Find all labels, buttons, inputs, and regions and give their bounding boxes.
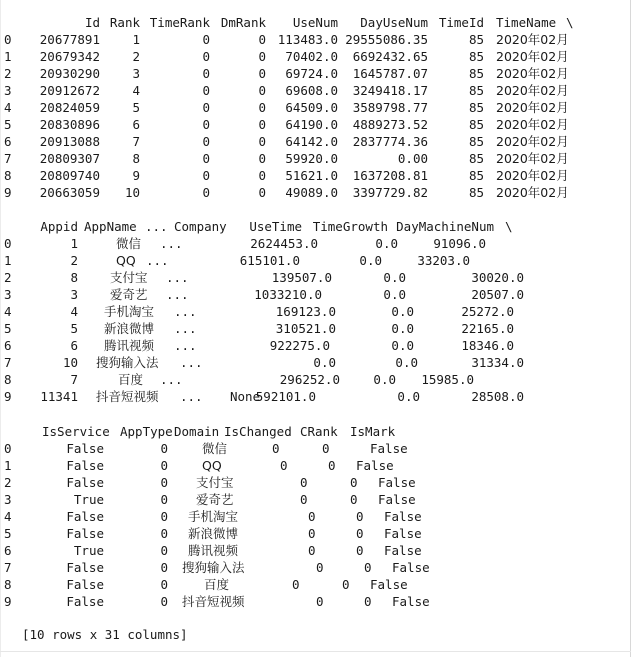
use-num-cell: 64190.0 xyxy=(285,117,338,132)
appid-cell: 5 xyxy=(70,321,78,336)
c-rank-cell: 0 xyxy=(356,543,364,558)
row-index: 7 xyxy=(4,151,12,166)
c-rank-cell: 0 xyxy=(342,577,350,592)
row-index: 6 xyxy=(4,543,12,558)
ellipsis-cell: ... xyxy=(174,304,197,319)
time-growth-cell: 0.0 xyxy=(397,389,420,404)
c-rank-cell: 0 xyxy=(328,458,336,473)
time-rank-cell: 0 xyxy=(202,134,210,149)
row-index: 2 xyxy=(4,270,12,285)
time-growth-cell: 0.0 xyxy=(383,287,406,302)
time-name-cell: 2020年02月 xyxy=(496,134,569,149)
row-index: 8 xyxy=(4,372,12,387)
appid-cell: 7 xyxy=(70,372,78,387)
time-rank-cell: 0 xyxy=(202,49,210,64)
is-service-cell: False xyxy=(66,475,104,490)
id-cell: 20677891 xyxy=(39,32,100,47)
table1-col-header: \ xyxy=(566,15,574,30)
c-rank-cell: 0 xyxy=(356,526,364,541)
rank-cell: 10 xyxy=(124,185,140,200)
time-id-cell: 85 xyxy=(468,134,484,149)
row-index: 0 xyxy=(4,441,12,456)
time-id-cell: 85 xyxy=(468,185,484,200)
rank-cell: 1 xyxy=(132,32,140,47)
day-machine-num-cell: 20507.0 xyxy=(471,287,524,302)
time-name-cell: 2020年02月 xyxy=(496,117,569,132)
day-machine-num-cell: 18346.0 xyxy=(461,338,514,353)
c-rank-cell: 0 xyxy=(356,509,364,524)
day-use-num-cell: 29555086.35 xyxy=(345,32,428,47)
rank-cell: 9 xyxy=(132,168,140,183)
row-index: 3 xyxy=(4,492,12,507)
time-rank-cell: 0 xyxy=(202,83,210,98)
ellipsis-cell: ... xyxy=(174,338,197,353)
appid-cell: 6 xyxy=(70,338,78,353)
app-name-cell: QQ xyxy=(116,253,136,268)
dm-rank-cell: 0 xyxy=(258,32,266,47)
is-changed-cell: 0 xyxy=(316,560,324,575)
c-rank-cell: 0 xyxy=(350,475,358,490)
app-name-cell: 微信 xyxy=(116,236,142,251)
appid-cell: 3 xyxy=(70,287,78,302)
time-rank-cell: 0 xyxy=(202,185,210,200)
use-num-cell: 64509.0 xyxy=(285,100,338,115)
row-index: 6 xyxy=(4,134,12,149)
app-name-cell: 手机淘宝 xyxy=(104,304,155,319)
table3-col-header: IsMark xyxy=(350,424,396,439)
rank-cell: 6 xyxy=(132,117,140,132)
is-service-cell: False xyxy=(66,560,104,575)
row-index: 5 xyxy=(4,117,12,132)
appid-cell: 4 xyxy=(70,304,78,319)
appid-cell: 2 xyxy=(70,253,78,268)
use-num-cell: 59920.0 xyxy=(285,151,338,166)
appid-cell: 11341 xyxy=(40,389,78,404)
row-index: 4 xyxy=(4,100,12,115)
table1-col-header: Id xyxy=(84,15,100,30)
domain-cell: 搜狗输入法 xyxy=(182,560,245,575)
domain-cell: 抖音短视频 xyxy=(182,594,245,609)
is-mark-cell: False xyxy=(378,475,416,490)
row-index: 1 xyxy=(4,253,12,268)
row-index: 4 xyxy=(4,304,12,319)
time-name-cell: 2020年02月 xyxy=(496,168,569,183)
dm-rank-cell: 0 xyxy=(258,117,266,132)
row-index: 3 xyxy=(4,83,12,98)
row-index: 8 xyxy=(4,168,12,183)
day-use-num-cell: 2837774.36 xyxy=(352,134,428,149)
dm-rank-cell: 0 xyxy=(258,151,266,166)
domain-cell: 腾讯视频 xyxy=(188,543,239,558)
time-rank-cell: 0 xyxy=(202,117,210,132)
is-service-cell: False xyxy=(66,526,104,541)
table1-col-header: DmRank xyxy=(220,15,266,30)
table1-col-header: DayUseNum xyxy=(360,15,428,30)
app-type-cell: 0 xyxy=(160,492,168,507)
use-time-cell: 296252.0 xyxy=(279,372,340,387)
day-use-num-cell: 1645787.07 xyxy=(352,66,428,81)
day-use-num-cell: 1637208.81 xyxy=(352,168,428,183)
is-changed-cell: 0 xyxy=(292,577,300,592)
table1-col-header: Rank xyxy=(109,15,140,30)
table2-col-header: \ xyxy=(505,219,513,234)
table2-col-header: TimeGrowth xyxy=(312,219,388,234)
time-growth-cell: 0.0 xyxy=(391,321,414,336)
is-service-cell: False xyxy=(66,594,104,609)
id-cell: 20809307 xyxy=(39,151,100,166)
day-use-num-cell: 6692432.65 xyxy=(352,49,428,64)
use-num-cell: 70402.0 xyxy=(285,49,338,64)
is-changed-cell: 0 xyxy=(280,458,288,473)
id-cell: 20913088 xyxy=(39,134,100,149)
id-cell: 20679342 xyxy=(39,49,100,64)
is-service-cell: False xyxy=(66,577,104,592)
use-num-cell: 51621.0 xyxy=(285,168,338,183)
is-changed-cell: 0 xyxy=(300,475,308,490)
c-rank-cell: 0 xyxy=(322,441,330,456)
domain-cell: 百度 xyxy=(204,577,230,592)
id-cell: 20912672 xyxy=(39,83,100,98)
day-use-num-cell: 3249418.17 xyxy=(352,83,428,98)
rank-cell: 2 xyxy=(132,49,140,64)
is-service-cell: False xyxy=(66,458,104,473)
day-use-num-cell: 3397729.82 xyxy=(352,185,428,200)
day-machine-num-cell: 30020.0 xyxy=(471,270,524,285)
row-index: 6 xyxy=(4,338,12,353)
ellipsis-cell: ... xyxy=(166,287,189,302)
table2-col-header: UseTime xyxy=(249,219,302,234)
day-machine-num-cell: 31334.0 xyxy=(471,355,524,370)
use-time-cell: 615101.0 xyxy=(239,253,300,268)
time-growth-cell: 0.0 xyxy=(375,236,398,251)
time-growth-cell: 0.0 xyxy=(373,372,396,387)
is-service-cell: False xyxy=(66,441,104,456)
dm-rank-cell: 0 xyxy=(258,134,266,149)
is-mark-cell: False xyxy=(392,594,430,609)
is-service-cell: True xyxy=(73,543,104,558)
app-type-cell: 0 xyxy=(160,441,168,456)
day-machine-num-cell: 15985.0 xyxy=(421,372,474,387)
dm-rank-cell: 0 xyxy=(258,66,266,81)
time-name-cell: 2020年02月 xyxy=(496,66,569,81)
table2-col-header: ... xyxy=(145,219,168,234)
app-name-cell: 百度 xyxy=(118,372,144,387)
use-num-cell: 64142.0 xyxy=(285,134,338,149)
is-mark-cell: False xyxy=(384,509,422,524)
c-rank-cell: 0 xyxy=(364,560,372,575)
table3-col-header: Domain xyxy=(174,424,220,439)
row-index: 9 xyxy=(4,594,12,609)
time-id-cell: 85 xyxy=(468,32,484,47)
app-name-cell: 爱奇艺 xyxy=(110,287,148,302)
table2-col-header: AppName xyxy=(84,219,137,234)
row-index: 4 xyxy=(4,509,12,524)
is-changed-cell: 0 xyxy=(300,492,308,507)
id-cell: 20930290 xyxy=(39,66,100,81)
domain-cell: 手机淘宝 xyxy=(188,509,239,524)
row-index: 5 xyxy=(4,526,12,541)
domain-cell: 爱奇艺 xyxy=(196,492,234,507)
ellipsis-cell: ... xyxy=(160,236,183,251)
c-rank-cell: 0 xyxy=(364,594,372,609)
row-index: 5 xyxy=(4,321,12,336)
rank-cell: 8 xyxy=(132,151,140,166)
appid-cell: 10 xyxy=(62,355,78,370)
time-growth-cell: 0.0 xyxy=(391,304,414,319)
table2-col-header: Appid xyxy=(40,219,78,234)
is-changed-cell: 0 xyxy=(272,441,280,456)
time-rank-cell: 0 xyxy=(202,151,210,166)
time-growth-cell: 0.0 xyxy=(391,338,414,353)
is-mark-cell: False xyxy=(392,560,430,575)
time-growth-cell: 0.0 xyxy=(383,270,406,285)
row-index: 7 xyxy=(4,560,12,575)
table2-header xyxy=(0,218,513,235)
dm-rank-cell: 0 xyxy=(258,185,266,200)
time-rank-cell: 0 xyxy=(202,32,210,47)
table3-col-header: IsService xyxy=(42,424,110,439)
app-name-cell: 搜狗输入法 xyxy=(96,355,159,370)
dataframe-shape-footer: [10 rows x 31 columns] xyxy=(22,627,188,642)
row-index: 3 xyxy=(4,287,12,302)
use-time-cell: 169123.0 xyxy=(275,304,336,319)
ellipsis-cell: ... xyxy=(146,253,169,268)
time-id-cell: 85 xyxy=(468,100,484,115)
table1-col-header: TimeName xyxy=(496,15,557,30)
is-changed-cell: 0 xyxy=(308,543,316,558)
day-machine-num-cell: 28508.0 xyxy=(471,389,524,404)
domain-cell: 支付宝 xyxy=(196,475,234,490)
app-name-cell: 支付宝 xyxy=(110,270,148,285)
day-machine-num-cell: 33203.0 xyxy=(417,253,470,268)
row-index: 0 xyxy=(4,236,12,251)
row-index: 1 xyxy=(4,458,12,473)
time-id-cell: 85 xyxy=(468,151,484,166)
day-use-num-cell: 4889273.52 xyxy=(352,117,428,132)
app-type-cell: 0 xyxy=(160,560,168,575)
use-num-cell: 69608.0 xyxy=(285,83,338,98)
time-growth-cell: 0.0 xyxy=(359,253,382,268)
time-name-cell: 2020年02月 xyxy=(496,100,569,115)
dm-rank-cell: 0 xyxy=(258,49,266,64)
is-mark-cell: False xyxy=(384,543,422,558)
company-cell: None xyxy=(230,389,261,404)
c-rank-cell: 0 xyxy=(350,492,358,507)
app-type-cell: 0 xyxy=(160,475,168,490)
use-time-cell: 592101.0 xyxy=(255,389,316,404)
is-changed-cell: 0 xyxy=(308,509,316,524)
is-service-cell: False xyxy=(66,509,104,524)
app-type-cell: 0 xyxy=(160,526,168,541)
use-num-cell: 69724.0 xyxy=(285,66,338,81)
app-name-cell: 新浪微博 xyxy=(104,321,155,336)
time-name-cell: 2020年02月 xyxy=(496,32,569,47)
day-machine-num-cell: 25272.0 xyxy=(461,304,514,319)
row-index: 1 xyxy=(4,49,12,64)
ellipsis-cell: ... xyxy=(180,389,203,404)
day-machine-num-cell: 91096.0 xyxy=(433,236,486,251)
time-name-cell: 2020年02月 xyxy=(496,151,569,166)
is-mark-cell: False xyxy=(370,441,408,456)
use-num-cell: 49089.0 xyxy=(285,185,338,200)
dm-rank-cell: 0 xyxy=(258,83,266,98)
use-time-cell: 922275.0 xyxy=(269,338,330,353)
table1-header xyxy=(0,14,574,31)
day-use-num-cell: 3589798.77 xyxy=(352,100,428,115)
table3-col-header: IsChanged xyxy=(224,424,292,439)
table1-col-header: TimeId xyxy=(438,15,484,30)
time-growth-cell: 0.0 xyxy=(395,355,418,370)
ellipsis-cell: ... xyxy=(160,372,183,387)
app-type-cell: 0 xyxy=(160,543,168,558)
domain-cell: 新浪微博 xyxy=(188,526,239,541)
domain-cell: QQ xyxy=(202,458,222,473)
appid-cell: 8 xyxy=(70,270,78,285)
ellipsis-cell: ... xyxy=(174,321,197,336)
ellipsis-cell: ... xyxy=(166,270,189,285)
use-time-cell: 1033210.0 xyxy=(254,287,322,302)
rank-cell: 4 xyxy=(132,83,140,98)
id-cell: 20830896 xyxy=(39,117,100,132)
time-rank-cell: 0 xyxy=(202,66,210,81)
day-machine-num-cell: 22165.0 xyxy=(461,321,514,336)
use-time-cell: 139507.0 xyxy=(271,270,332,285)
use-time-cell: 310521.0 xyxy=(275,321,336,336)
domain-cell: 微信 xyxy=(202,441,228,456)
use-time-cell: 2624453.0 xyxy=(250,236,318,251)
dm-rank-cell: 0 xyxy=(258,100,266,115)
app-type-cell: 0 xyxy=(160,458,168,473)
dm-rank-cell: 0 xyxy=(258,168,266,183)
ellipsis-cell: ... xyxy=(180,355,203,370)
id-cell: 20824059 xyxy=(39,100,100,115)
app-type-cell: 0 xyxy=(160,509,168,524)
app-type-cell: 0 xyxy=(160,594,168,609)
is-service-cell: True xyxy=(73,492,104,507)
row-index: 2 xyxy=(4,475,12,490)
app-type-cell: 0 xyxy=(160,577,168,592)
time-name-cell: 2020年02月 xyxy=(496,49,569,64)
time-id-cell: 85 xyxy=(468,66,484,81)
table2-col-header: DayMachineNum xyxy=(396,219,494,234)
table1-col-header: TimeRank xyxy=(149,15,210,30)
time-id-cell: 85 xyxy=(468,117,484,132)
id-cell: 20809740 xyxy=(39,168,100,183)
app-name-cell: 抖音短视频 xyxy=(96,389,159,404)
is-changed-cell: 0 xyxy=(308,526,316,541)
use-time-cell: 0.0 xyxy=(313,355,336,370)
time-name-cell: 2020年02月 xyxy=(496,185,569,200)
is-mark-cell: False xyxy=(356,458,394,473)
row-index: 8 xyxy=(4,577,12,592)
time-id-cell: 85 xyxy=(468,168,484,183)
row-index: 9 xyxy=(4,389,12,404)
rank-cell: 5 xyxy=(132,100,140,115)
table3-header xyxy=(0,423,396,440)
rank-cell: 7 xyxy=(132,134,140,149)
row-index: 9 xyxy=(4,185,12,200)
day-use-num-cell: 0.00 xyxy=(397,151,428,166)
rank-cell: 3 xyxy=(132,66,140,81)
time-id-cell: 85 xyxy=(468,49,484,64)
table3-col-header: CRank xyxy=(300,424,338,439)
table1-col-header: UseNum xyxy=(292,15,338,30)
row-index: 2 xyxy=(4,66,12,81)
is-changed-cell: 0 xyxy=(316,594,324,609)
is-mark-cell: False xyxy=(370,577,408,592)
use-num-cell: 113483.0 xyxy=(277,32,338,47)
is-mark-cell: False xyxy=(378,492,416,507)
time-id-cell: 85 xyxy=(468,83,484,98)
time-name-cell: 2020年02月 xyxy=(496,83,569,98)
row-index: 0 xyxy=(4,32,12,47)
app-name-cell: 腾讯视频 xyxy=(104,338,155,353)
is-mark-cell: False xyxy=(384,526,422,541)
appid-cell: 1 xyxy=(70,236,78,251)
time-rank-cell: 0 xyxy=(202,168,210,183)
bottom-divider xyxy=(0,651,631,652)
row-index: 7 xyxy=(4,355,12,370)
table3-col-header: AppType xyxy=(120,424,173,439)
table2-col-header: Company xyxy=(174,219,227,234)
time-rank-cell: 0 xyxy=(202,100,210,115)
id-cell: 20663059 xyxy=(39,185,100,200)
